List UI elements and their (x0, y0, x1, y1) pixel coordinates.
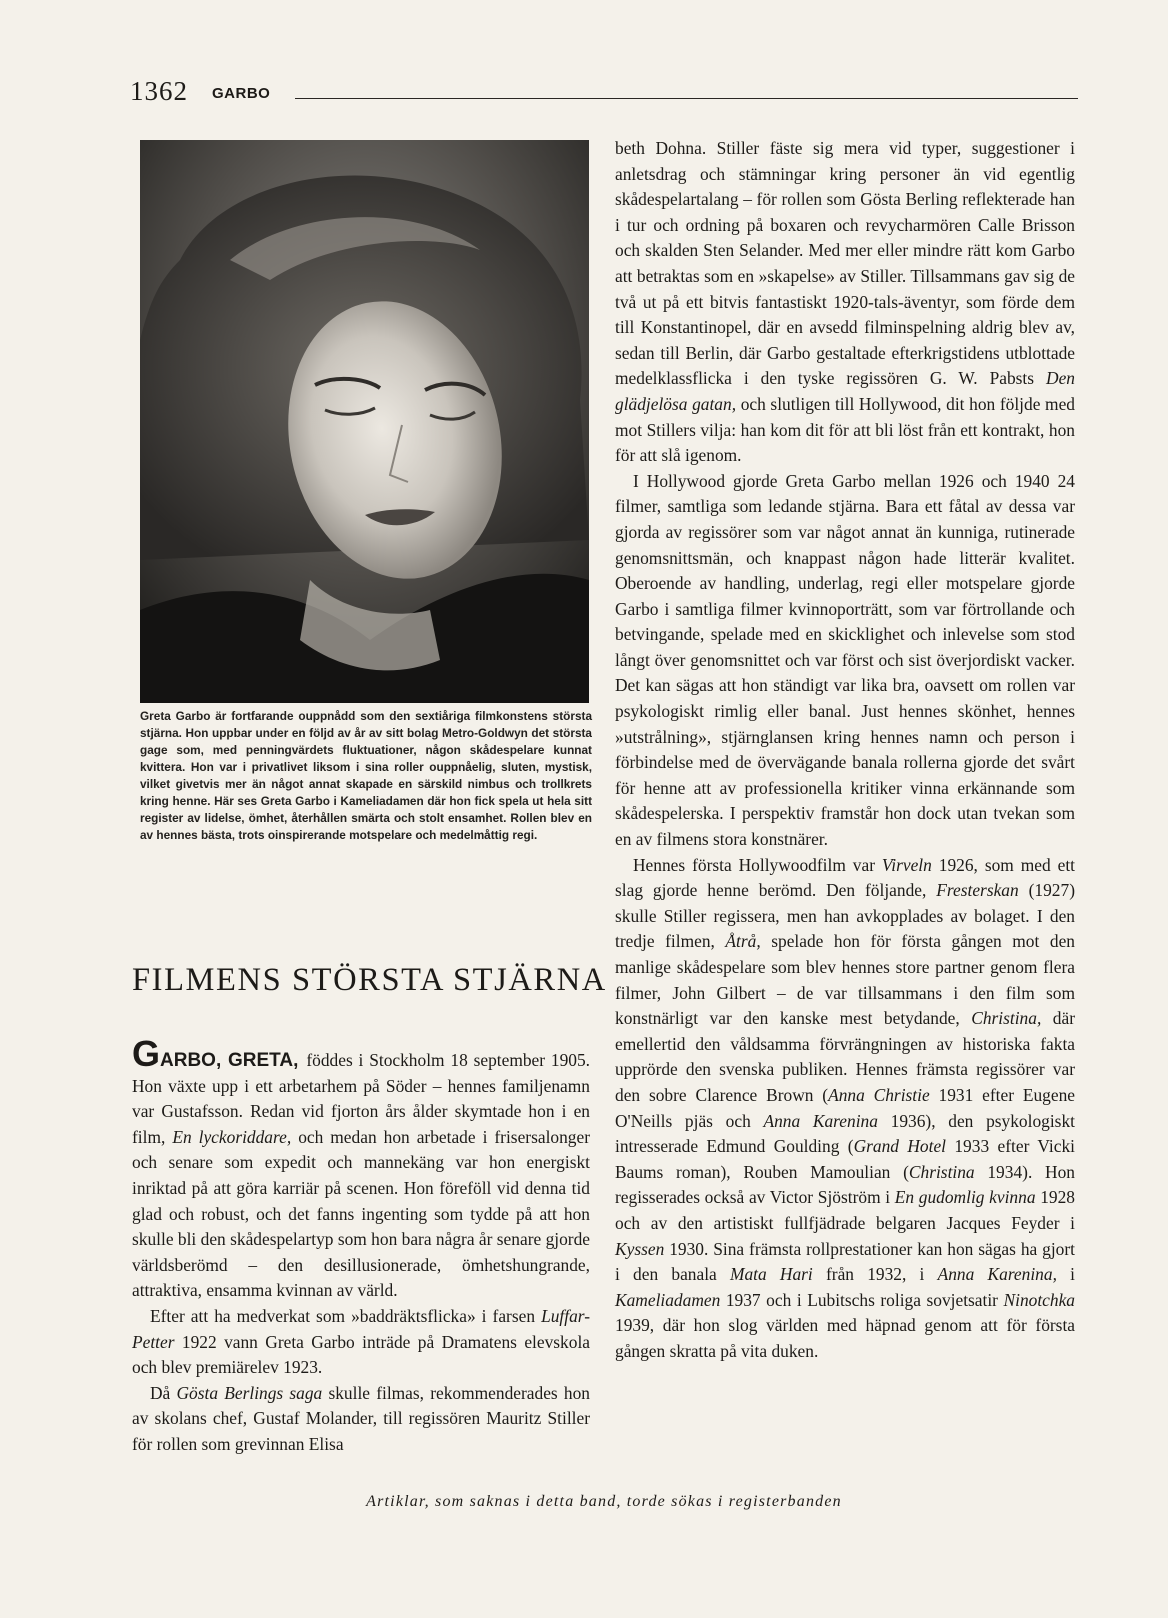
article-headline: FILMENS STÖRSTA STJÄRNA (132, 962, 607, 998)
article-paragraph: beth Dohna. Stiller fäste sig mera vid typer, suggestioner i anletsdrag och stämningar kring personer än vid egentlig skådespelartalang – för rollen som Gösta Berling reflekterade han i tur och ordning på boxaren och revycharmören Calle Brisson och skalden Sten Selander. Med mer eller mindre rätt kom Garbo att betraktas som en »skapelse» av Stiller. Tillsammans gav sig de två ut på ett bitvis fantastiskt 1920-tals-äventyr, som förde dem till Konstantinopel, där en avsedd filminspelning aldrig blev av, sedan till Berlin, där Garbo gestaltade efterkrigstidens utblottade medelklassflicka i den tyske regissören G. W. Pabsts Den glädjelösa gatan, och slutligen till Hollywood, dit hon följde med mot Stillers vilja: han kom dit för att bli löst från ett kontrakt, hon för att slå igenom. (615, 138, 1075, 466)
portrait-photo (140, 140, 589, 703)
page-footer-note: Artiklar, som saknas i detta band, torde sökas i registerbanden (366, 1493, 842, 1510)
article-column-left (132, 1033, 590, 1458)
article-paragraph: GARBO, GRETA, föddes i Stockholm 18 september 1905. Hon växte upp i ett arbetarhem på Söder – hennes familjenamn var Gustafsson. Redan vid fjorton års ålder skymtade hon i en film, En lyckoriddare, och medan hon arbetade i frisersalonger och senare som expedit och mannekäng var hon energiskt inriktad på att göra karriär på scenen. Hon föreföll vid denna tid glad och robust, och det fanns ingenting som tydde på att hon skulle bli den skådespelartyp som hon bara några år senare gjorde världsberömd – den desillusionerade, ömhetshungrande, attraktiva, ensamma kvinnan av värld. (132, 1033, 590, 1301)
photo-caption: Greta Garbo är fortfarande ouppnådd som den sextiåriga filmkonstens största stjärna. Hon uppbar under en följd av år av sitt bolag Metro-Goldwyn det största gage som, med penningvärdets fluktuationer, någon skådespelare kunnat kvittera. Hon var i privatlivet liksom i sina roller ouppnåelig, sluten, mystisk, vilket givetvis mer än något annat skapade en särskild nimbus och trollkrets kring henne. Här ses Greta Garbo i Kameliadamen där hon fick spela ut hela sitt register av lidelse, ömhet, återhållen smärta och stolt ensamhet. Rollen blev en av hennes bästa, trots oinspirerande motspelare och medelmåttig regi. (140, 709, 592, 842)
article-paragraph: Hennes första Hollywoodfilm var Virveln 1926, som med ett slag gjorde henne berömd. Den följande, Fresterskan (1927) skulle Stiller regissera, men han avkopplades av bolaget. I den tredje filmen, Åtrå, spelade hon för första gången mot den manlige skådespelare som blev hennes store partner genom flera filmer, John Gilbert – de var tillsammans i den film som konstnärligt var den kanske mest betydande, Christina, där emellertid den våldsamma förvrängningen av historiska fakta upprörde den svenska publiken. Hennes främsta regissörer var den sobre Clarence Brown (Anna Christie 1931 efter Eugene O'Neills pjäs och Anna Karenina 1936), den psykologiskt intresserade Edmund Goulding (Grand Hotel 1933 efter Vicki Baums roman), Rouben Mamoulian (Christina 1934). Hon regisserades också av Victor Sjöström i En gudomlig kvinna 1928 och av den artistiskt fullfjädrade belgaren Jacques Feyder i Kyssen 1930. Sina främsta rollprestationer kan hon sägas ha gjort i den banala Mata Hari från 1932, i Anna Karenina, i Kameliadamen 1937 och i Lubitschs roliga sovjetsatir Ninotchka 1939, där hon slog världen med häpnad genom att för första gången skratta på vita duken. (615, 854, 1076, 1361)
portrait-illustration (140, 140, 589, 703)
article-paragraph: Efter att ha medverkat som »baddräktsflicka» i farsen Luffar-Petter 1922 vann Greta Garbo inträde på Dramatens elevskola och blev premiärelev 1923. (132, 1305, 590, 1378)
article-lemma: ARBO, GRETA, (160, 1050, 299, 1071)
article-paragraph: I Hollywood gjorde Greta Garbo mellan 1926 och 1940 24 filmer, samtliga som ledande stjärna. Bara ett fåtal av dessa var gjorda av regissörer som var något annat än kunniga, rutinerade genomsnittsmän, och knappast någon hade litterär kvalitet. Oberoende av handling, underlag, regi eller motspelare gjorde Garbo i samtliga filmer kvinnoporträtt, som var förtrollande och betvingande, spelade med en skicklighet och inlevelse som stod långt över genomsnittet och var först och sist överjordiskt vacker. Det kan sägas att hon ständigt var lika bra, oavsett om rollen var psykologiskt rimlig eller banal. Just hennes skönhet, hennes »utstrålning», stjärnglansen kring hennes namn och person i förbindelse med de övervägande banala rollerna gjorde det svårt för henne att av professionella kritiker vinna erkännande som skådespelerska. I perspektiv framstår hon dock utan tvekan som en av filmens stora konstnärer. (615, 470, 1075, 850)
running-head: GARBO (212, 85, 271, 102)
header-rule (295, 98, 1078, 99)
page-number: 1362 (130, 76, 188, 106)
page-header (130, 70, 1078, 110)
drop-cap: G (132, 1033, 161, 1074)
article-column-right (615, 136, 1075, 1365)
article-paragraph: Då Gösta Berlings saga skulle filmas, rekommenderades hon av skolans chef, Gustaf Molander, till regissören Mauritz Stiller för rollen som grevinnan Elisa (132, 1382, 590, 1454)
